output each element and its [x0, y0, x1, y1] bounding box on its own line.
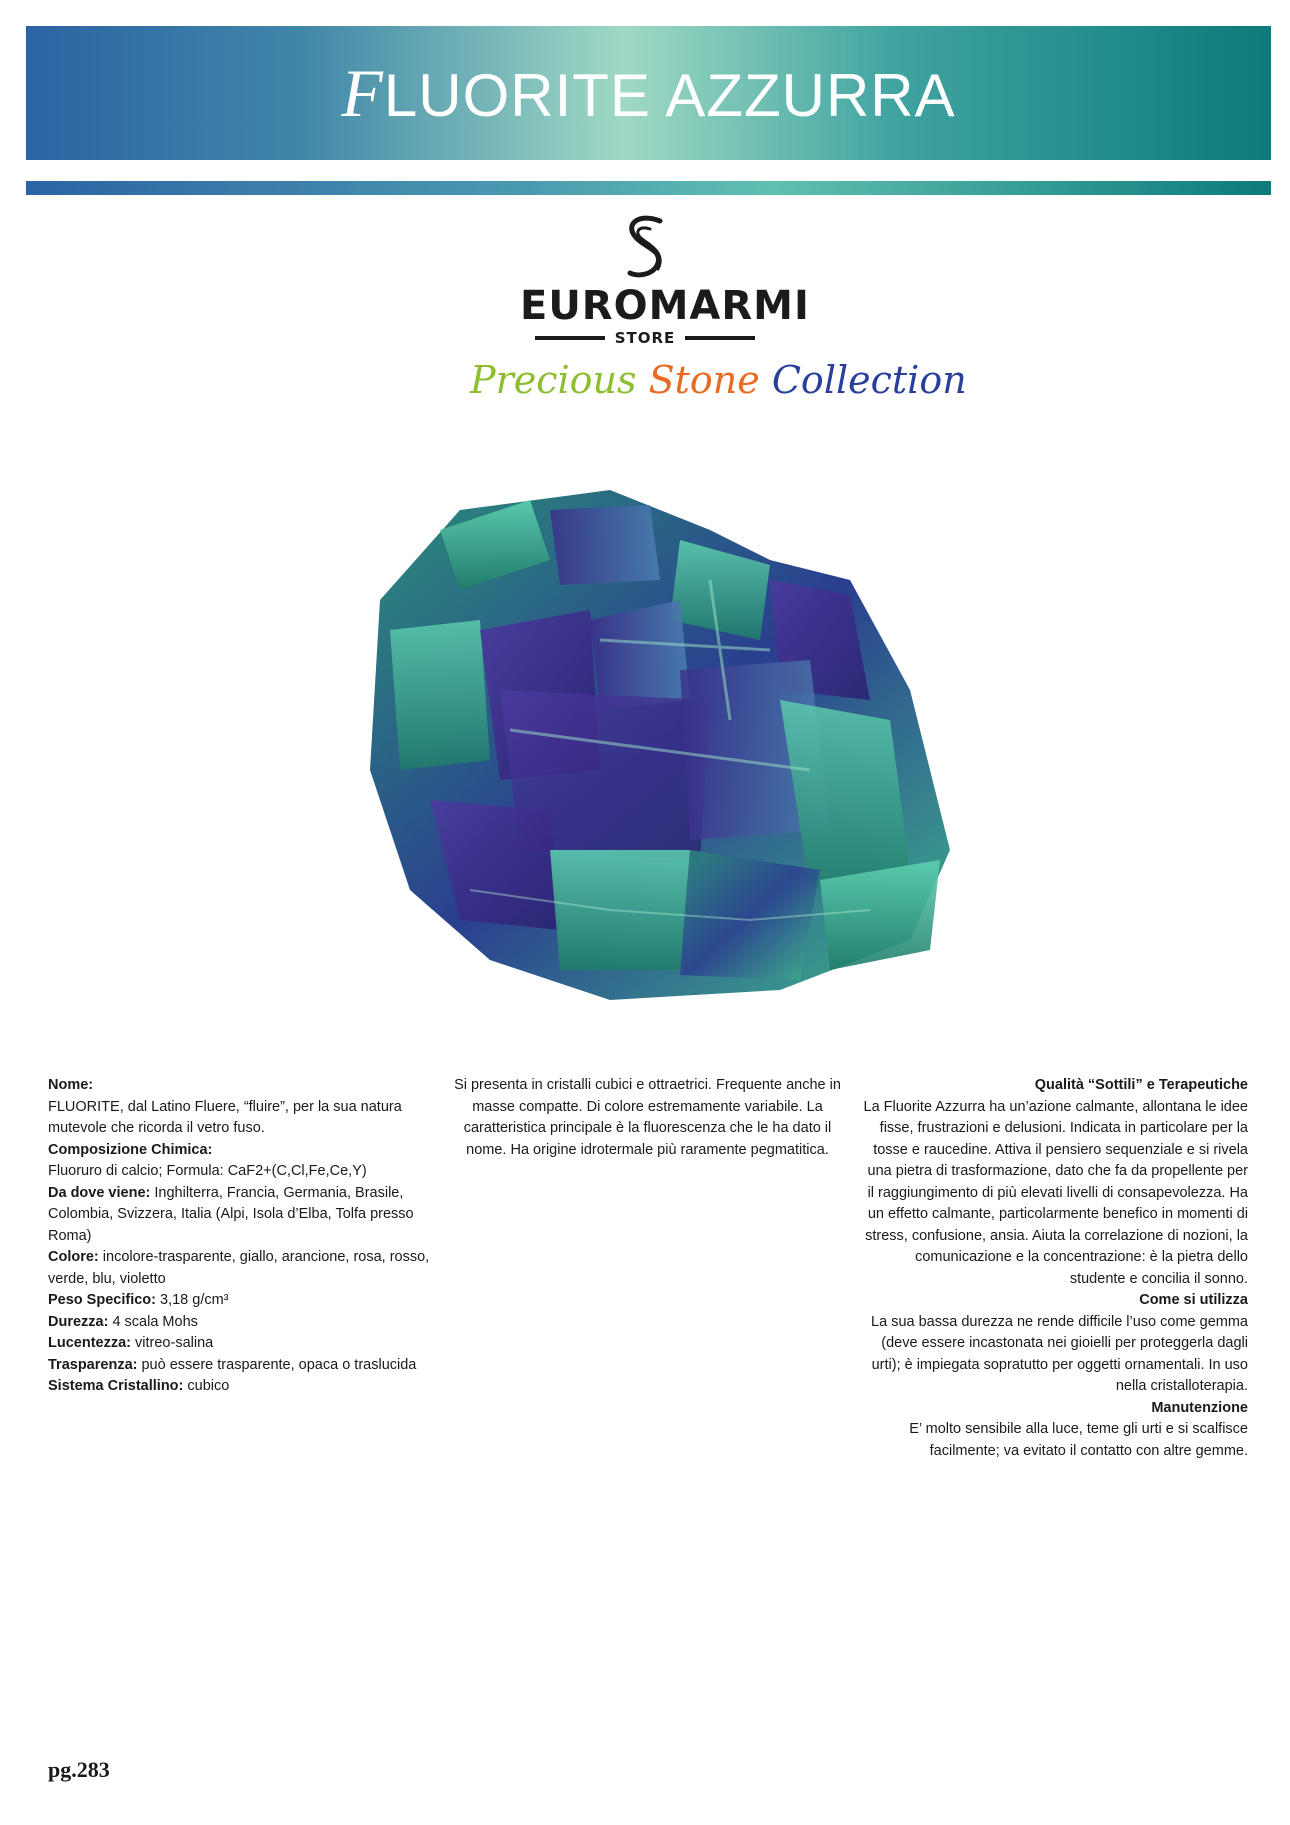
title-banner	[26, 26, 1271, 160]
uso-heading: Come si utilizza	[1139, 1292, 1248, 1308]
uso-text: La sua bassa durezza ne rende difficile l’uso come gemma (deve essere incastonata nei gioielli per proteggerla dagli urti); è impiegata sopratutto per oggetti ornamentali. In uso nella cristalloterapia.	[871, 1313, 1248, 1394]
durezza-value: 4 scala Mohs	[108, 1313, 198, 1330]
sistema-value: cubico	[183, 1378, 230, 1394]
provenienza-label: Da dove viene:	[48, 1184, 151, 1201]
provenienza-value: Inghilterra, Francia, Germania, Brasile, Colombia, Svizzera, Italia (Alpi, Isola d’Elba, Tolfa presso Roma)	[48, 1184, 414, 1244]
manutenzione-text: E’ molto sensibile alla luce, teme gli urti e si scalfisce facilmente; va evitato il contatto con altre gemme.	[909, 1421, 1248, 1459]
divider-right	[685, 336, 755, 340]
manutenzione-heading: Manutenzione	[1151, 1399, 1248, 1416]
collection-title	[470, 358, 967, 402]
brand-name: EUROMARMI	[520, 283, 810, 329]
peso-label: Peso Specifico:	[48, 1292, 156, 1308]
sistema-label: Sistema Cristallino:	[48, 1378, 184, 1394]
trasparenza-value: può essere trasparente, opaca o traslucida	[137, 1356, 417, 1373]
divider-left	[535, 336, 605, 340]
page-number: pg.283	[48, 1757, 110, 1782]
title-rest: LUORITE AZZURRA	[383, 61, 956, 129]
colore-value: incolore-trasparente, giallo, arancione, rosa, rosso, verde, blu, violetto	[48, 1249, 430, 1287]
collection-word-collection: Collection	[771, 358, 967, 402]
qualita-text: La Fluorite Azzurra ha un’azione calmante, allontana le idee fisse, frustrazioni e delusioni. Indicata in particolare per la tosse e raucedine. Attiva il pensiero sequenziale e si rivela una pietra di trasformazione, dato che fa da propellente per il raggiungimento di più elevati livelli di consapevolezza. Ha un effetto calmante, particolarmente benefico in momenti di stress, confusione, ansia. Aiuta la correlazione di nozioni, la comunicazione e la concentrazione: è la pietra dello studente e concilia il sonno.	[863, 1098, 1248, 1287]
brand-subtitle	[520, 329, 770, 347]
qualita-heading: Qualità “Sottili” e Terapeutiche	[1034, 1077, 1248, 1093]
fluorite-crystal-cluster-icon	[350, 470, 1000, 1010]
description-column	[450, 1075, 845, 1161]
nome-value: FLUORITE, dal Latino Fluere, “fluire”, per la sua natura mutevole che ricorda il vetro fuso.	[48, 1098, 402, 1136]
trasparenza-label: Trasparenza:	[48, 1356, 138, 1373]
colore-label: Colore:	[48, 1249, 99, 1265]
euromarmi-logo	[520, 215, 810, 347]
peso-value: 3,18 g/cm³	[155, 1292, 229, 1308]
page-title	[341, 54, 955, 133]
lucentezza-label: Lucentezza:	[48, 1335, 131, 1351]
durezza-label: Durezza:	[48, 1313, 109, 1330]
nome-label: Nome:	[48, 1077, 94, 1093]
title-initial: F	[341, 54, 384, 131]
description-text: Si presenta in cristalli cubici e ottraetrici. Frequente anche in masse compatte. Di colore estremamente variabile. La caratteristica principale è la fluorescenza che le ha dato il nome. Ha origine idrotermale più raramente pegmatitica.	[454, 1077, 841, 1158]
lucentezza-value: vitreo-salina	[131, 1335, 214, 1351]
composizione-label: Composizione Chimica:	[48, 1141, 213, 1158]
s-monogram-icon	[620, 215, 670, 283]
brand-store: STORE	[614, 329, 676, 347]
collection-word-precious: Precious	[470, 358, 637, 402]
properties-column	[48, 1075, 433, 1398]
qualities-column	[860, 1075, 1248, 1462]
collection-word-stone: Stone	[648, 358, 760, 402]
composizione-value: Fluoruro di calcio; Formula: CaF2+(C,Cl,Fe,Ce,Y)	[48, 1163, 367, 1179]
header-divider	[26, 181, 1271, 195]
